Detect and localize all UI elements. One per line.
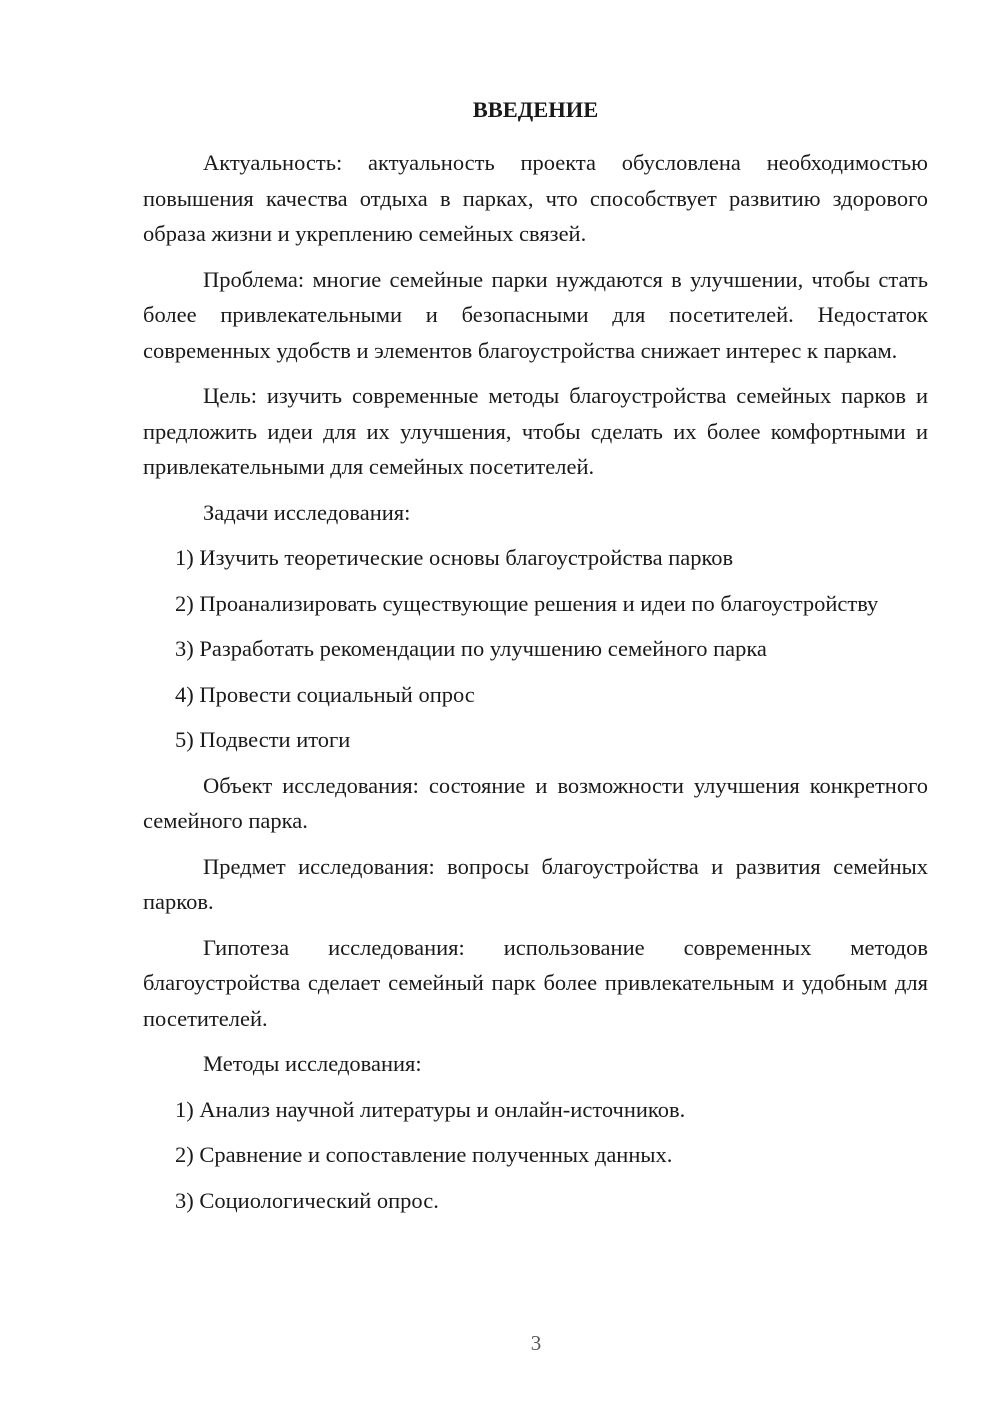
hypothesis-paragraph: Гипотеза исследования: использование современных методов благоустройства сделает семейный парк более привлекательным и удобным для посетителей. [143,934,928,1031]
method-item: 2) Сравнение и сопоставление полученных данных. [175,1142,673,1167]
section-title: ВВЕДЕНИЕ [472,97,599,122]
page-number: 3 [530,1331,542,1355]
method-item: 1) Анализ научной литературы и онлайн-источников. [175,1096,686,1122]
task-item: 2) Проанализировать существующие решения и идеи по благоустройству [175,590,879,616]
problem-paragraph: Проблема: многие семейные парки нуждаются в улучшении, чтобы стать более привлекательными и безопасными для посетителей. Недостаток современных удобств и элементов благоустройства снижает интерес к паркам. [143,266,928,363]
task-item: 4) Провести социальный опрос [175,681,475,707]
goal-paragraph: Цель: изучить современные методы благоустройства семейных парков и предложить идеи для их улучшения, чтобы сделать их более комфортными и привлекательными для семейных посетителей. [143,383,928,479]
page-content [143,92,928,1228]
subject-paragraph: Предмет исследования: вопросы благоустройства и развития семейных парков. [143,853,928,914]
tasks-heading: Задачи исследования: [203,499,411,525]
task-item: 5) Подвести итоги [175,727,351,752]
relevance-paragraph: Актуальность: актуальность проекта обусловлена необходимостью повышения качества отдыха в парках, что способствует развитию здорового образа жизни и укреплению семейных связей. [143,150,928,246]
task-item: 1) Изучить теоретические основы благоустройства парков [175,545,734,570]
methods-heading: Методы исследования: [203,1051,422,1076]
task-item: 3) Разработать рекомендации по улучшению семейного парка [175,636,767,661]
object-paragraph: Объект исследования: состояние и возможности улучшения конкретного семейного парка. [143,772,928,833]
method-item: 3) Социологический опрос. [175,1187,439,1213]
